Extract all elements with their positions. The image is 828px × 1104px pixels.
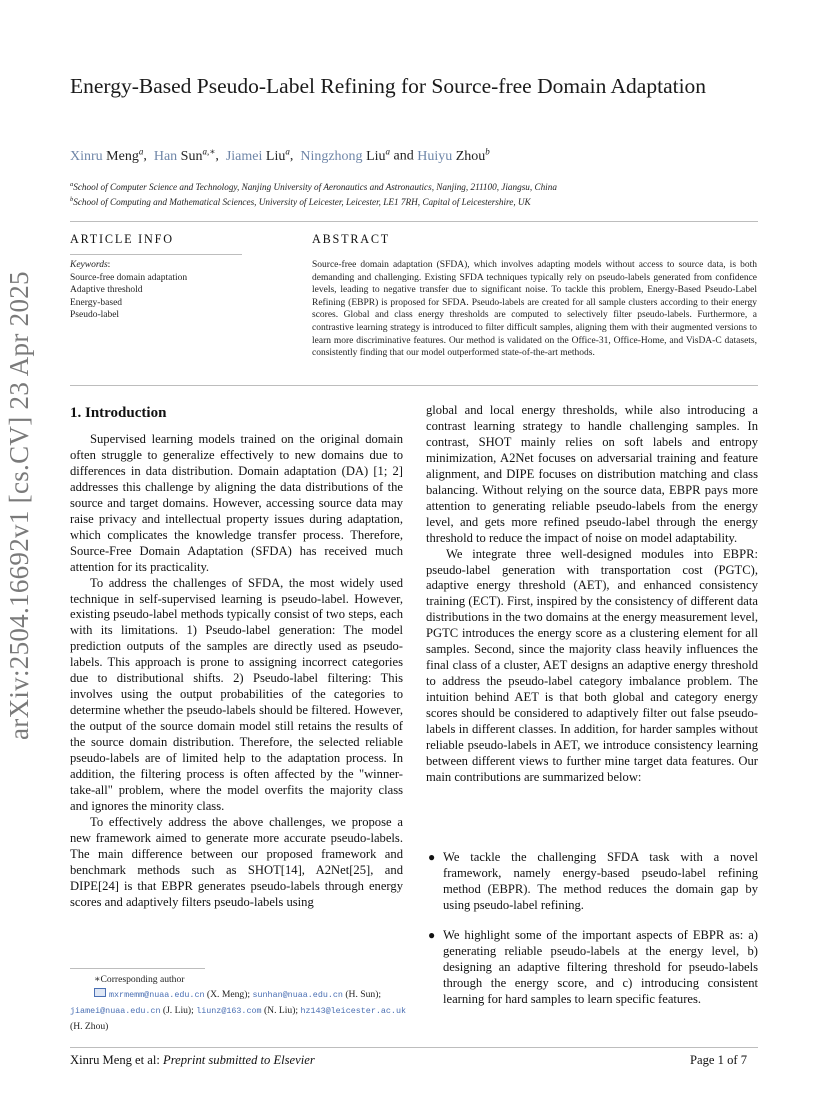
paragraph: global and local energy thresholds, while also introducing a contrast learning strategy to handle challenging samples. In contrast, SHOT mainly relies on soft labels and entropy minimization, A2Net focuses on adversarial training and feature alignment, and DIPE focuses on distribution matching and class balancing. Without relying on the source data, EBPR pays more attention to generating reliable pseudo-labels from the energy level, and gets more refined pseudo-label through the energy threshold to reduce the impact of noise on model adaptability. bbox=[426, 403, 758, 545]
divider bbox=[70, 254, 242, 255]
email-icon bbox=[94, 988, 106, 997]
email-owner: (H. Zhou) bbox=[70, 1021, 109, 1032]
email-link[interactable]: liunz@163.com bbox=[196, 1006, 262, 1016]
divider bbox=[70, 385, 758, 386]
author[interactable]: Huiyu Zhou$^b$ bbox=[417, 146, 490, 164]
paper-title: Energy-Based Pseudo-Label Refining for Source-free Domain Adaptation bbox=[70, 74, 707, 98]
section-heading: 1. Introduction bbox=[70, 405, 167, 421]
affiliation: $^b$School of Computing and Mathematical Sciences, University of Leicester, Leicester, LE1 7RH, Capital of Leicestershire, UK bbox=[70, 196, 531, 208]
footnote: ∗Corresponding author mxrmemm@nuaa.edu.cn (X. Meng); sunhan@nuaa.edu.cn (H. Sun); jiamei@nuaa.edu.cn (J. Liu); liunz@163.com (N. Liu); hz143@leicester.ac.uk (H. Zhou) bbox=[70, 974, 407, 1032]
arxiv-identifier: arXiv:2504.16692v1 [cs.CV] 23 Apr 2025 bbox=[4, 271, 34, 740]
keyword: Energy-based bbox=[70, 297, 123, 308]
email-link[interactable]: hz143@leicester.ac.uk bbox=[300, 1006, 407, 1016]
footer-rule bbox=[70, 1047, 758, 1048]
bullet-icon: ● bbox=[428, 850, 436, 864]
authors-and: and bbox=[393, 148, 414, 164]
divider bbox=[70, 221, 758, 222]
paragraph: We integrate three well-designed modules into EBPR: pseudo-label generation with transportation cost (PGTC), adaptive energy threshold (AET), and enhanced consistency training (ECT). First, inspired by the consistency of different data distributions in the two domains at the energy measurement level, PGTC introduces the energy score as a clustering element for all samples. Second, since the majority class heavily influences the final class of a cluster, AET designs an adaptive energy threshold to address the pseudo-label category imbalance problem. The intuition behind AET is that both global and category energy scores should be considered to adaptively filter out false pseudo-labels in different classes. In addition, for harder samples without reliable pseudo-labels in AET, we introduce consistency learning between different views to further mine target data features. Our main contributions are summarized below: bbox=[426, 546, 758, 784]
email-link[interactable]: jiamei@nuaa.edu.cn bbox=[70, 1006, 161, 1016]
keywords-label: Keywords bbox=[70, 260, 108, 270]
email-link[interactable]: mxrmemm@nuaa.edu.cn bbox=[109, 990, 205, 1000]
abstract-text: Source-free domain adaptation (SFDA), which involves adapting models without access to source data, is both demanding and challenging. Existing SFDA techniques typically rely on pseudo-labels generated from confidence levels, leading to negative transfer due to significant noise. To tackle this problem, Energy-Based Pseudo-Label Refining (EBPR) is proposed for SFDA. Pseudo-labels are created for all sample clusters according to their energy scores. Global and class energy thresholds are computed to selectively filter pseudo-labels. Furthermore, a contrastive learning strategy is introduced to filter difficult samples, aligning them with their augmented versions to learn more discriminative features. Our method is validated on the Office-31, Office-Home, and VisDA-C datasets, consistently finding that our model outperformed state-of-the-art methods. bbox=[312, 260, 757, 359]
author[interactable]: Jiamei Liu$^a$ bbox=[225, 146, 290, 164]
author-list: Xinru Meng$^a$, Han Sun$^{a,∗}$, Jiamei Liu$^a$, Ningzhong Liu$^a$ and Huiyu Zhou$^b$ bbox=[70, 146, 490, 164]
left-column bbox=[70, 432, 403, 911]
corresponding-author-note: ∗Corresponding author bbox=[94, 974, 185, 985]
paragraph: Supervised learning models trained on the original domain often struggle to generalize effectively to new domains due to differences in data distribution. Domain adaptation (DA) [1; 2] addresses this challenge by aligning the data distributions of the source and target domains. However, accessing source data may raise privacy and intellectual property issues during adaptation, which complicates the knowledge transfer process. Therefore, Source-Free Domain Adaptation (SFDA) has received much attention for its practicality. bbox=[70, 432, 403, 574]
keywords-block: Keywords: Source-free domain adaptation Adaptive threshold Energy-based Pseudo-label bbox=[70, 259, 300, 322]
footer-citation: Xinru Meng et al: Preprint submitted to Elsevier bbox=[70, 1053, 315, 1067]
author[interactable]: Xinru Meng$^a$ bbox=[70, 146, 144, 164]
keyword: Source-free domain adaptation bbox=[70, 272, 188, 283]
right-column bbox=[426, 403, 758, 786]
author[interactable]: Han Sun$^{a,∗}$ bbox=[153, 146, 216, 164]
bullet-icon: ● bbox=[428, 928, 436, 942]
contribution-bullet: ● We highlight some of the important aspects of EBPR as: a) generating reliable pseudo-labels at the energy level, b) designing an adaptive filtering threshold for pseudo-labels through the energy score, and c) introducing consistent learning for hard samples to learn specific features. bbox=[428, 928, 758, 1006]
abstract-heading: ABSTRACT bbox=[312, 232, 391, 246]
paragraph: To effectively address the above challenges, we propose a new framework aimed to generate more accurate pseudo-labels. The main difference between our proposed framework and benchmark methods such as SHOT[14], A2Net[25], and DIPE[24] is that EBPR generates pseudo-labels through energy scores and adaptively filters pseudo-labels using bbox=[70, 814, 403, 909]
author[interactable]: Ningzhong Liu$^a$ bbox=[300, 146, 391, 164]
keyword: Pseudo-label bbox=[70, 310, 120, 321]
contribution-bullet: ● We tackle the challenging SFDA task with a novel framework, namely energy-based pseudo-label refining method (EBPR). The method reduces the domain gap by using pseudo-label refining. bbox=[428, 850, 758, 912]
footnote-rule bbox=[70, 968, 205, 969]
paragraph: To address the challenges of SFDA, the most widely used technique in self-supervised learning is pseudo-label. However, existing pseudo-label methods typically consist of two steps, each with its limitations. 1) Pseudo-label generation: The model prediction outputs of the samples are directly used as pseudo-labels. This approach is prone to assigning incorrect categories due to distributional shifts. 2) Pseudo-label filtering: This involves using the output probabilities of the categories to determine whether the pseudo-labels should be filtered. However, the output of the source domain model still retains the results of the source domain distribution. Therefore, the selected reliable pseudo-labels are of limited help to the adaptation process. In addition, the filtering process is often affected by the "winner-take-all" problem, where the model overfits the majority class and ignores the minority class. bbox=[70, 575, 403, 813]
email-link[interactable]: sunhan@nuaa.edu.cn bbox=[252, 990, 343, 1000]
keyword: Adaptive threshold bbox=[70, 285, 143, 296]
page-number: Page 1 of 7 bbox=[690, 1053, 748, 1067]
affiliation: $^a$School of Computer Science and Technology, Nanjing University of Aeronautics and Astronautics, Nanjing, 211100, Jiangsu, China bbox=[70, 181, 557, 193]
article-info-heading: ARTICLE INFO bbox=[70, 232, 174, 246]
